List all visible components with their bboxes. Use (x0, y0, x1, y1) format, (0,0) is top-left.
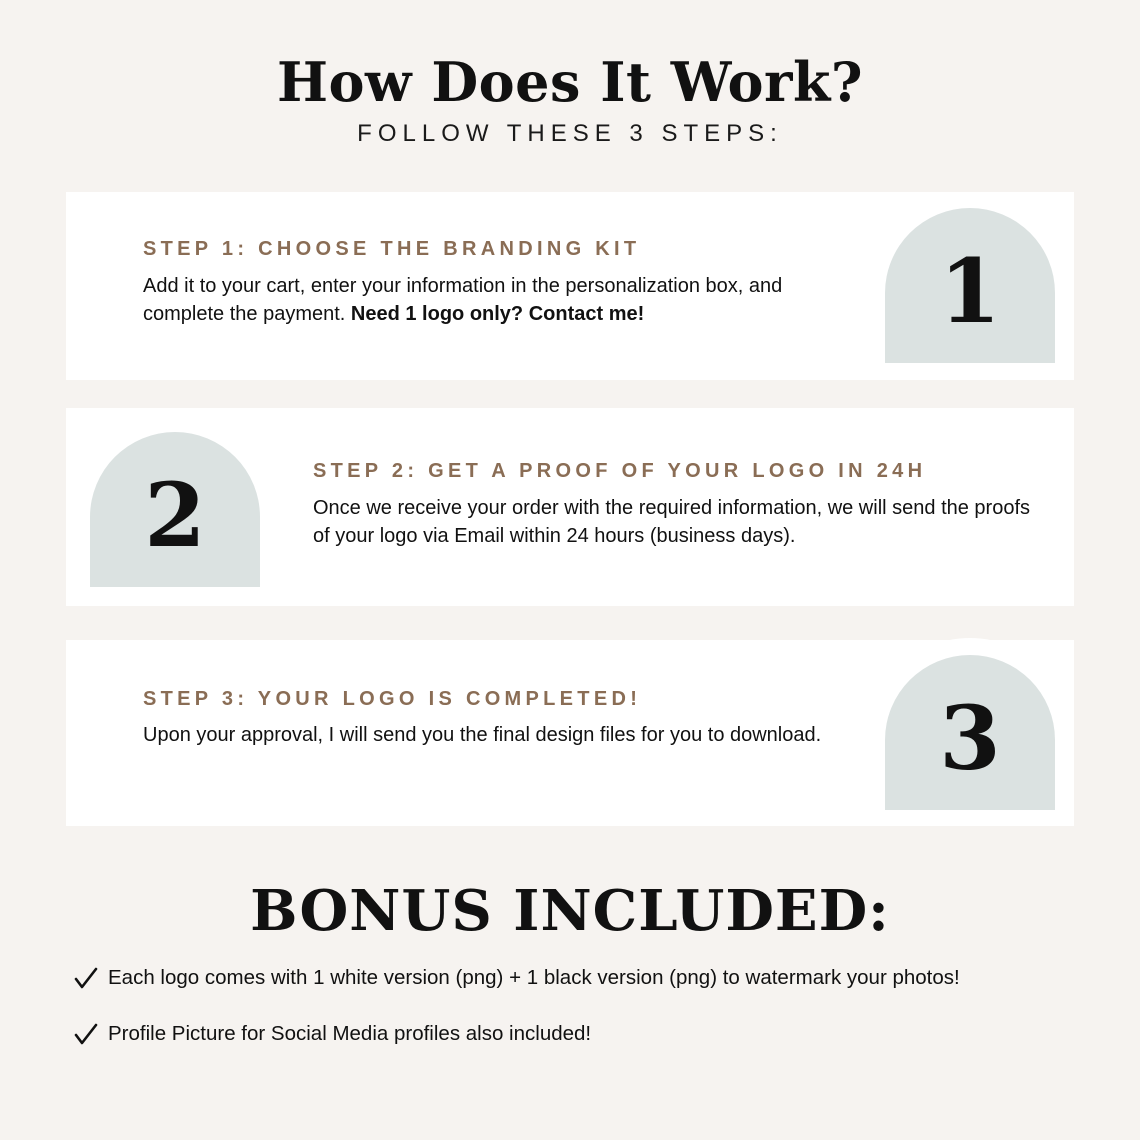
contact-me-text: Need 1 logo only? Contact me! (350, 303, 645, 325)
step-3-number: 3 (939, 685, 1001, 790)
page-subtitle: FOLLOW THESE 3 STEPS: (357, 120, 783, 147)
step-2-number: 2 (144, 462, 206, 567)
step-2-body: Once we receive your order with the required information, we will send the proofs of your logo via Email within 24 hours (business days). (313, 497, 1031, 547)
check-icon (74, 1022, 98, 1046)
check-icon (74, 966, 98, 990)
step-1-heading: STEP 1: CHOOSE THE BRANDING KIT (143, 238, 641, 260)
bonus-item-text: Profile Picture for Social Media profiles also included! (108, 1022, 592, 1045)
step-3-heading: STEP 3: YOUR LOGO IS COMPLETED! (143, 688, 642, 710)
bonus-item (74, 1022, 591, 1046)
step-1-number: 1 (939, 238, 1001, 343)
step-2-heading: STEP 2: GET A PROOF OF YOUR LOGO IN 24H (313, 460, 927, 482)
bonus-title: BONUS INCLUDED: (250, 878, 890, 944)
step-1-body-text: Add it to your cart, enter your information in the personalization box, and complete the payment. (143, 275, 783, 325)
bonus-item-text: Each logo comes with 1 white version (png) + 1 black version (png) to watermark your photos! (108, 966, 960, 989)
bonus-item (74, 966, 960, 990)
step-1-body (143, 272, 823, 328)
step-3-body: Upon your approval, I will send you the final design files for you to download. (143, 724, 822, 746)
page-title: How Does It Work? (277, 50, 863, 114)
